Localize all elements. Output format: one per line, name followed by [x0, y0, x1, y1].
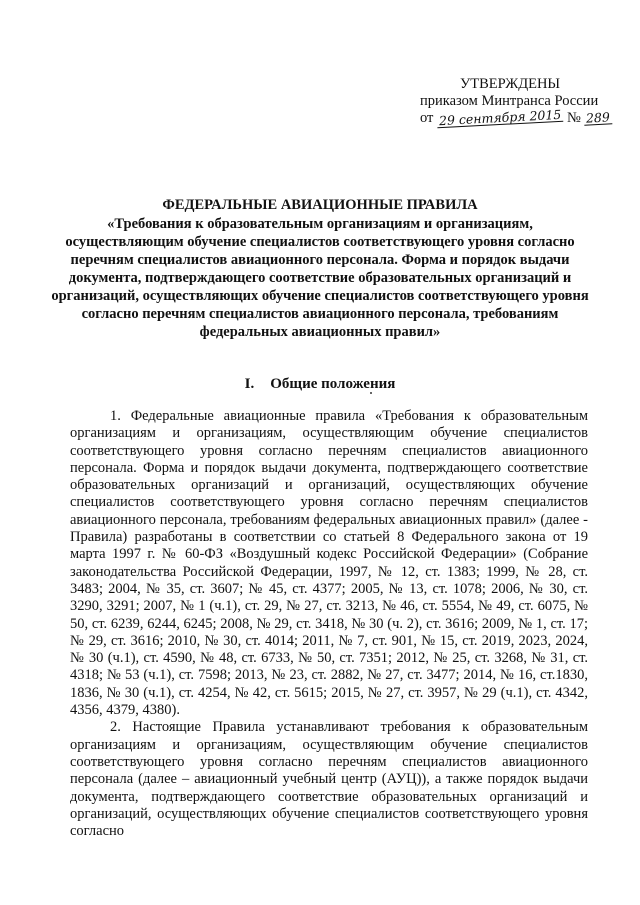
section-title: Общие положения	[270, 376, 396, 392]
handwritten-date: 29 сентября 2015	[438, 106, 562, 129]
document-title	[50, 196, 590, 341]
document-body	[70, 408, 588, 840]
approval-from-prefix: от	[420, 110, 434, 126]
handwritten-number: 289	[586, 109, 611, 126]
section-heading	[0, 376, 640, 393]
paragraph-2: 2. Настоящие Правила устанавливают требования к образовательным организациям и организациям, осуществляющим обучение специалистов соответствующего уровня согласно перечням специалистов авиационного персонала (далее – авиационный учебный центр (АУЦ)), а также порядок выдачи документа, подтверждающего соответствие образовательных организаций и организаций, осуществляющих обучение специалистов соответствующего уровня согласно	[70, 719, 588, 840]
approval-date-line	[420, 106, 625, 129]
title-main: ФЕДЕРАЛЬНЫЕ АВИАЦИОННЫЕ ПРАВИЛА	[162, 197, 478, 213]
approval-header: УТВЕРЖДЕНЫ	[460, 76, 561, 92]
approval-number-label: №	[567, 110, 581, 126]
approval-order-line: приказом Минтранса России	[420, 93, 599, 109]
paragraph-1: 1. Федеральные авиационные правила «Требования к образовательным организациям и организациям, осуществляющим обучение специалистов соответствующего уровня согласно перечням специалистов авиационного персонала. Форма и порядок выдачи документа, подтверждающего соответствие образовательных организаций и организаций, осуществляющих обучение специалистов соответствующего уровня согласно перечням специалистов авиационного персонала, требованиям федеральных авиационных правил» (далее - Правила) разработаны в соответствии со статьей 8 Федерального закона от 19 марта 1997 г. № 60-ФЗ «Воздушный кодекс Российской Федерации» (Собрание законодательства Российской Федерации, 1997, № 12, ст. 1383; 1999, № 28, ст. 3483; 2004, № 35, ст. 3607; № 45, ст. 4377; 2005, № 13, ст. 1078; 2006, № 30, ст. 3290, 3291; 2007, № 1 (ч.1), ст. 29, № 27, ст. 3213, № 46, ст. 5554, № 49, ст. 6075, № 50, ст. 6239, 6244, 6245; 2008, № 29, ст. 3418, № 30 (ч. 2), ст. 3616; 2009, № 1, ст. 17; № 29, ст. 3616; 2010, № 30, ст. 4014; 2011, № 7, ст. 901, № 15, ст. 2019, 2023, 2024, № 30 (ч.1), ст. 4590, № 48, ст. 6733, № 50, ст. 7351; 2012, № 25, ст. 3268, № 31, ст. 4318; № 53 (ч.1), ст. 7598; 2013, № 23, ст. 2882, № 27, ст. 3477; 2014, № 16, ст.1830, 1836, № 30 (ч.1), ст. 4254, № 42, ст. 5615; 2015, № 27, ст. 3957, № 29 (ч.1), ст. 4342, 4356, 4379, 4380).	[70, 408, 588, 719]
section-number: I.	[244, 376, 255, 392]
title-subtitle: «Требования к образовательным организациям и организациям, осуществляющим обучение специалистов соответствующего уровня согласно перечням специалистов авиационного персонала. Форма и порядок выдачи документа, подтверждающего соответствие образовательных организаций и организаций, осуществляющих обучение специалистов соответствующего уровня согласно перечням специалистов авиационного персонала, требованиям федеральных авиационных правил»	[51, 216, 589, 340]
approval-stamp-block	[420, 76, 625, 127]
